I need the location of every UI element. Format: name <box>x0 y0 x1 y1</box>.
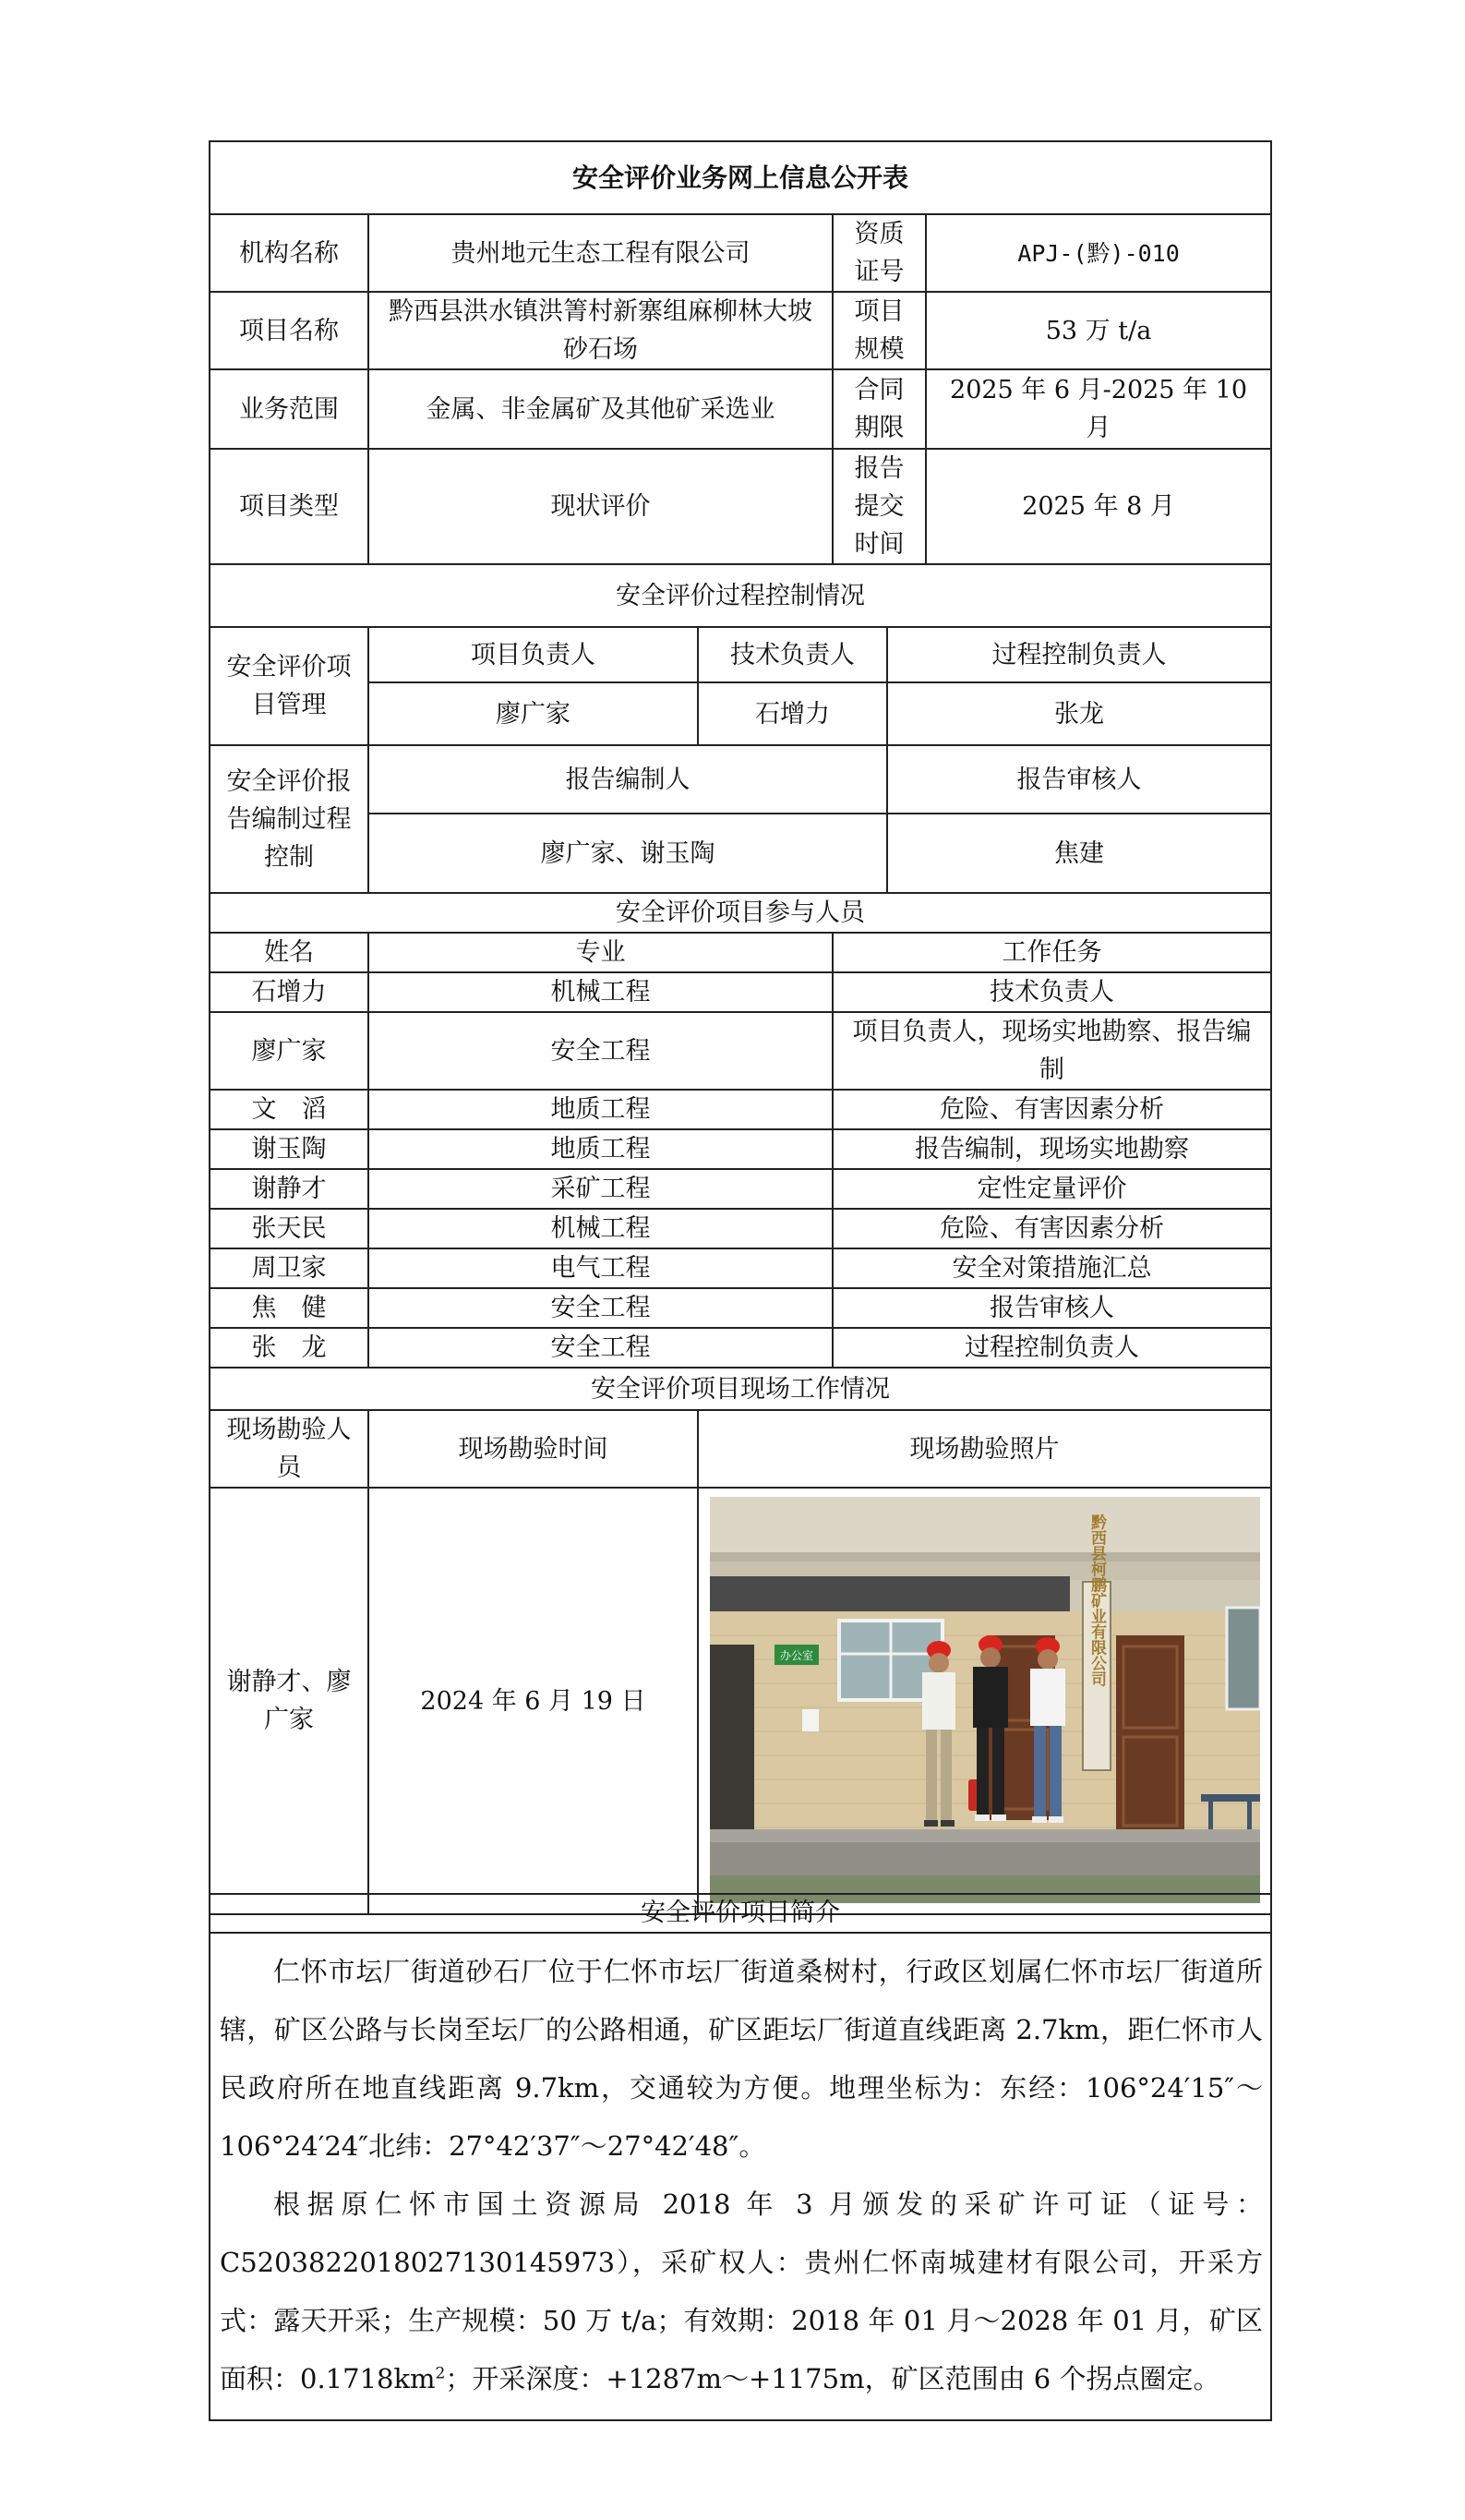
site-section-title: 安全评价项目现场工作情况 <box>210 1368 1271 1410</box>
door <box>1116 1635 1184 1835</box>
intro-paragraph-2 <box>220 2176 1263 2408</box>
mgmt-label: 安全评价项目管理 <box>210 627 368 745</box>
scope-label: 业务范围 <box>210 369 368 449</box>
participant-name: 周卫家 <box>210 1248 368 1288</box>
head-tech-lead: 技术负责人 <box>698 627 887 682</box>
col-photo: 现场勘验照片 <box>698 1410 1271 1488</box>
head-reviewer: 报告审核人 <box>887 745 1271 814</box>
cert-value: APJ-(黔)-010 <box>926 214 1271 292</box>
participant-major: 机械工程 <box>368 1209 833 1248</box>
project-label: 项目名称 <box>210 292 368 369</box>
col-major: 专业 <box>368 933 833 972</box>
info-disclosure-table <box>209 140 1272 1915</box>
project-value: 黔西县洪水镇洪箐村新寨组麻柳林大坡砂石场 <box>368 292 833 369</box>
participant-major: 电气工程 <box>368 1248 833 1288</box>
participants-section-title: 安全评价项目参与人员 <box>210 893 1271 933</box>
head-compiler: 报告编制人 <box>368 745 887 814</box>
participant-name: 焦 健 <box>210 1288 368 1328</box>
participant-name: 张 龙 <box>210 1328 368 1368</box>
col-time: 现场勘验时间 <box>368 1410 698 1488</box>
type-label: 项目类型 <box>210 449 368 564</box>
table-row <box>210 1012 1271 1090</box>
intro-paragraph-1: 仁怀市坛厂街道砂石厂位于仁怀市坛厂街道桑树村，行政区划属仁怀市坛厂街道所辖，矿区公路与长岗至坛厂的公路相通，矿区距坛厂街道直线距离 2.7km，距仁怀市人民政府所在地直线距离 9.7km，交通较为方便。地理坐标为：东经：106°24′15″～106°24′24″北纬：27°42′37″～27°42′48″。 <box>220 1956 1263 2162</box>
process-lead: 张龙 <box>887 682 1271 745</box>
scale-label: 项目规模 <box>833 292 926 369</box>
table-row <box>210 1090 1271 1129</box>
table-row <box>210 1129 1271 1169</box>
head-process-lead: 过程控制负责人 <box>887 627 1271 682</box>
participant-major: 地质工程 <box>368 1129 833 1169</box>
site-staff: 谢静才、廖广家 <box>210 1488 368 1914</box>
tech-lead: 石增力 <box>698 682 887 745</box>
scale-value: 53 万 t/a <box>926 292 1271 369</box>
participant-task: 项目负责人，现场实地勘察、报告编制 <box>833 1012 1271 1090</box>
participant-major: 地质工程 <box>368 1090 833 1129</box>
participant-task: 危险、有害因素分析 <box>833 1090 1271 1129</box>
site-photo-cell <box>698 1488 1271 1914</box>
table-row <box>210 972 1271 1012</box>
participant-task: 危险、有害因素分析 <box>833 1209 1271 1248</box>
participant-name: 廖广家 <box>210 1012 368 1090</box>
col-task: 工作任务 <box>833 933 1271 972</box>
participant-task: 过程控制负责人 <box>833 1328 1271 1368</box>
head-project-lead: 项目负责人 <box>368 627 698 682</box>
participant-task: 安全对策措施汇总 <box>833 1248 1271 1288</box>
process-section-title: 安全评价过程控制情况 <box>210 564 1271 627</box>
period-label: 合同期限 <box>833 369 926 449</box>
office-sign-text: 办公室 <box>779 1649 814 1662</box>
participant-major: 采矿工程 <box>368 1169 833 1209</box>
participant-name: 张天民 <box>210 1209 368 1248</box>
participant-major: 安全工程 <box>368 1288 833 1328</box>
table-row <box>210 1328 1271 1368</box>
type-value: 现状评价 <box>368 449 833 564</box>
table-row <box>210 1248 1271 1288</box>
col-staff: 现场勘验人员 <box>210 1410 368 1488</box>
org-label: 机构名称 <box>210 214 368 292</box>
compilers: 廖广家、谢玉陶 <box>368 814 887 893</box>
participant-major: 安全工程 <box>368 1012 833 1090</box>
intro-body <box>210 1933 1271 2420</box>
submit-label: 报告提交时间 <box>833 449 926 564</box>
participant-task: 报告编制，现场实地勘察 <box>833 1129 1271 1169</box>
report-label: 安全评价报告编制过程控制 <box>210 745 368 893</box>
company-plaque-text: 黔西县柯鹏矿业有限公司 <box>1087 1513 1106 1687</box>
participant-task: 技术负责人 <box>833 972 1271 1012</box>
intro-section-title: 安全评价项目简介 <box>210 1894 1271 1933</box>
participant-name: 石增力 <box>210 972 368 1012</box>
participant-major: 安全工程 <box>368 1328 833 1368</box>
period-value: 2025 年 6 月-2025 年 10 月 <box>926 369 1271 449</box>
intro-paragraph-2-b: ；开采深度：+1287m～+1175m，矿区范围由 6 个拐点圈定。 <box>445 2363 1220 2394</box>
participant-major: 机械工程 <box>368 972 833 1012</box>
table-row <box>210 1169 1271 1209</box>
site-photo <box>710 1497 1260 1903</box>
org-value: 贵州地元生态工程有限公司 <box>368 214 833 292</box>
participant-task: 定性定量评价 <box>833 1169 1271 1209</box>
area-unit-superscript: 2 <box>435 2364 446 2383</box>
participant-name: 谢玉陶 <box>210 1129 368 1169</box>
submit-value: 2025 年 8 月 <box>926 449 1271 564</box>
project-lead: 廖广家 <box>368 682 698 745</box>
table-row <box>210 1209 1271 1248</box>
table-title: 安全评价业务网上信息公开表 <box>210 141 1271 214</box>
participant-task: 报告审核人 <box>833 1288 1271 1328</box>
participant-name: 谢静才 <box>210 1169 368 1209</box>
reviewer: 焦建 <box>887 814 1271 893</box>
cert-label: 资质证号 <box>833 214 926 292</box>
table-row <box>210 1288 1271 1328</box>
col-name: 姓名 <box>210 933 368 972</box>
scope-value: 金属、非金属矿及其他矿采选业 <box>368 369 833 449</box>
participant-name: 文 滔 <box>210 1090 368 1129</box>
awning <box>710 1576 1070 1611</box>
intro-paragraph-2-a: 根据原仁怀市国土资源局 2018 年 3 月颁发的采矿许可证（证号：C5203822018027130145973），采矿权人：贵州仁怀南城建材有限公司，开采方式：露天开采；生产规模：50 万 t/a；有效期：2018 年 01 月～2028 年 01 月，矿区面积：0.1718km <box>220 2188 1263 2394</box>
project-intro-table <box>209 1893 1272 2421</box>
site-time: 2024 年 6 月 19 日 <box>368 1488 698 1914</box>
